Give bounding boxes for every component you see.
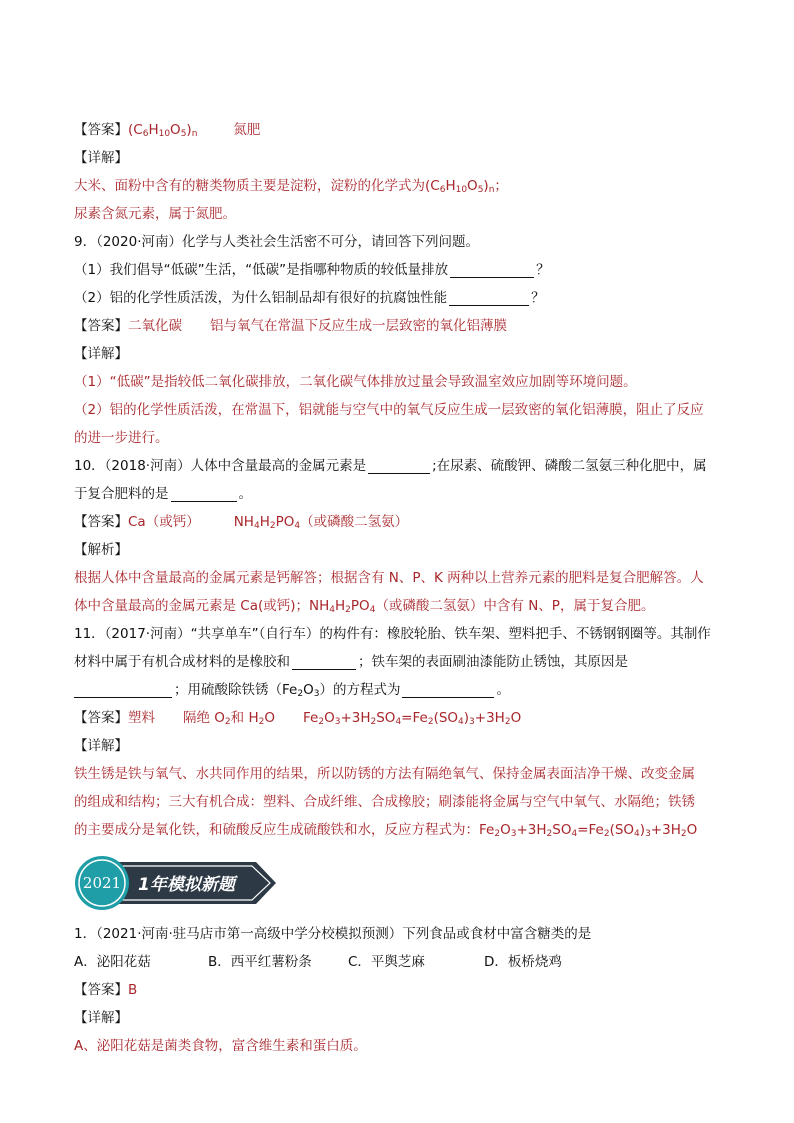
q9-answer-1: 二氧化碳: [128, 318, 182, 334]
banner-graphic: [70, 854, 280, 912]
q10-answer-line: 【答案】Ca（或钙） $NH_4H_2PO_4$（或磷酸二氢氨）: [74, 514, 409, 531]
q9-detail-2a: （2）铝的化学性质活泼，在常温下，铝就能与空气中的氧气反应生成一层致密的氧化铝薄膜，阻止了反应: [74, 402, 704, 418]
analysis-tag: 【解析】: [74, 542, 128, 558]
detail-tag: 【详解】: [74, 738, 128, 754]
m1-answer: B: [128, 982, 138, 998]
m1-detail-1: A、泌阳花菇是菌类食物，富含维生素和蛋白质。: [74, 1038, 367, 1054]
answer-blank[interactable]: [171, 487, 237, 502]
q10-detail-1: 根据人体中含量最高的金属元素是钙解答；根据含有 N、P、K 两种以上营养元素的肥料是复合肥解答。人: [74, 570, 704, 586]
q9-answer-line: 【答案】二氧化碳 铝与氧气在常温下反应生成一层致密的氧化铝薄膜: [74, 318, 507, 334]
q11-answer-2: 隔绝 $O_2$和 $H_2O$: [183, 710, 275, 727]
q10-stem-1: 10．（2018·河南）人体中含量最高的金属元素是 ;在尿素、硫酸钾、磷酸二氢氨三种化肥中，属: [74, 458, 707, 474]
answer-blank[interactable]: [368, 459, 430, 474]
q11-stem-3: ；用硫酸除铁锈$(Fe_2O_3)$的方程式为 。: [74, 676, 726, 704]
q10-answer-1: Ca（或钙）: [128, 514, 200, 530]
document-body: [74, 116, 726, 1060]
q11-detail-2: 的组成和结构；三大有机合成：塑料、合成纤维、合成橡胶；刷漆能将金属与空气中氧气、水隔绝；铁锈: [74, 794, 695, 810]
answer-blank[interactable]: [74, 683, 172, 698]
detail-tag: 【详解】: [74, 1010, 128, 1026]
q11-answer-3-equation: $Fe_2O_3+3H_2SO_4=Fe_2(SO_4)_3+3H_2O$: [302, 710, 522, 727]
q11-stem-1: 11．（2017·河南）“共享单车”（自行车）的构件有：橡胶轮胎、铁车架、塑料把手、不锈钢钢圈等。其制作: [74, 626, 711, 642]
option-b[interactable]: B．西平红薯粉条: [208, 954, 312, 970]
q8-answer-2: 氮肥: [233, 122, 261, 138]
q9-detail-1: （1）“低碳”是指较低二氧化碳排放，二氧化碳气体排放过量会导致温室效应加剧等环境问题。: [74, 374, 637, 390]
answer-tag: 【答案】: [74, 122, 128, 138]
q11-answer-1: 塑料: [128, 710, 155, 726]
m1-stem: 1．（2021·河南·驻马店市第一高级中学分校模拟预测）下列食品或食材中富含糖类的是: [74, 926, 592, 942]
m1-answer-line: 【答案】B: [74, 982, 138, 998]
banner-title: 1年模拟新题: [138, 875, 235, 895]
answer-blank[interactable]: [402, 683, 494, 698]
q11-answer-line: 【答案】塑料 隔绝 $O_2$和 $H_2O$ $Fe_2O_3+3H_2SO_4=Fe_2(SO_4)_3+3H_2O$: [74, 710, 522, 727]
answer-blank[interactable]: [450, 263, 534, 278]
q8-detail-line2: 尿素含氮元素，属于氮肥。: [74, 206, 236, 222]
q11-detail-1: 铁生锈是铁与氧气、水共同作用的结果，所以防锈的方法有隔绝氧气、保持金属表面洁净干燥、改变金属: [74, 766, 695, 782]
section-banner: [74, 854, 726, 912]
q8-answer-line: [74, 116, 726, 144]
q8-detail-line1: 大米、面粉中含有的糖类物质主要是淀粉，淀粉的化学式为$(C_6H_{10}O_5)_n$；: [74, 178, 508, 195]
detail-tag: 【详解】: [74, 346, 128, 362]
q9-detail-2b: 的进一步进行。: [74, 430, 169, 446]
q10-answer-2: $NH_4H_2PO_4$（或磷酸二氢氨）: [233, 514, 409, 531]
q10-detail-2: 体中含量最高的金属元素是 Ca(或钙)；$NH_4H_2PO_4$（或磷酸二氢氨）中含有 N、P，属于复合肥。: [74, 598, 655, 615]
q9-sub1: （1）我们倡导“低碳”生活，“低碳”是指哪种物质的较低量排放 ？: [74, 262, 550, 278]
answer-blank[interactable]: [449, 291, 529, 306]
detail-tag: 【详解】: [74, 150, 128, 166]
q11-stem-2: 材料中属于有机合成材料的是橡胶和 ；铁车架的表面刷油漆能防止锈蚀，其原因是: [74, 654, 628, 670]
q9-answer-2: 铝与氧气在常温下反应生成一层致密的氧化铝薄膜: [210, 318, 507, 334]
option-c[interactable]: C．平舆芝麻: [348, 954, 425, 970]
q9-sub2: （2）铝的化学性质活泼，为什么铝制品却有很好的抗腐蚀性能 ？: [74, 290, 545, 306]
q11-detail-3: 的主要成分是氧化铁，和硫酸反应生成硫酸铁和水，反应方程式为：$Fe_2O_3+3H_2SO_4=Fe_2(SO_4)_3+3H_2O$: [74, 822, 698, 839]
option-a[interactable]: A．泌阳花菇: [74, 954, 151, 970]
q8-answer-1: $(C_6H_{10}O_5)_n$: [128, 122, 198, 139]
option-d[interactable]: D．板桥烧鸡: [484, 954, 562, 970]
q10-stem-2: 于复合肥料的是 。: [74, 486, 252, 502]
m1-options: [74, 948, 726, 976]
banner-year: 2021: [82, 874, 122, 892]
q9-stem: 9．（2020·河南）化学与人类社会生活密不可分，请回答下列问题。: [74, 234, 479, 250]
answer-blank[interactable]: [292, 655, 356, 670]
